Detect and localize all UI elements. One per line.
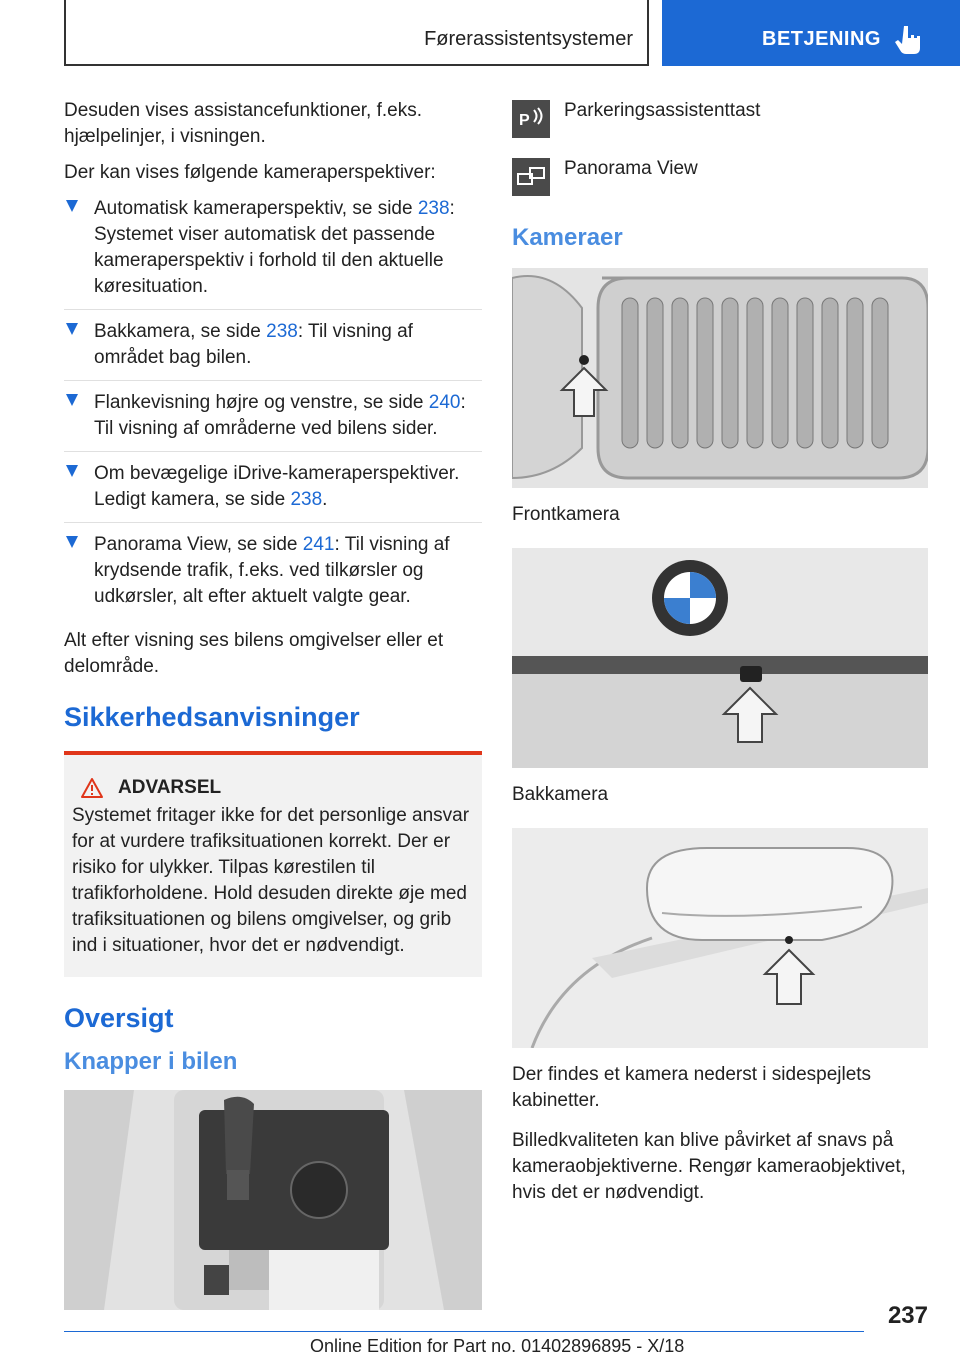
- warning-label: ADVARSEL: [118, 777, 222, 798]
- right-column: [512, 98, 928, 1216]
- bullet-triangle-icon: [66, 323, 78, 335]
- page-reference-link[interactable]: 238: [290, 489, 323, 510]
- svg-text:P: P: [519, 112, 530, 129]
- rear-camera-image: [512, 548, 928, 768]
- front-camera-caption: Frontkamera: [512, 504, 620, 525]
- cameras-heading: Kameraer: [512, 224, 623, 251]
- header-section-title: Førerassistentsystemer: [424, 28, 633, 50]
- warning-triangle-icon: [80, 777, 104, 799]
- camera-perspective-list: [64, 196, 482, 619]
- intro-paragraph-2: Der kan vises følgende kameraperspektiver:: [64, 162, 436, 183]
- left-column: [64, 98, 482, 1310]
- list-item: Om bevægelige iDrive-kameraperspektiver. Ledigt kamera, se side 238.: [64, 461, 482, 523]
- list-item: Flankevisning højre og venstre, se side 240: Til visning af områderne ved bilens sider.: [64, 390, 482, 452]
- page-reference-link[interactable]: 238: [266, 321, 298, 342]
- image-quality-text: Billedkvaliteten kan blive påvirket af snavs på kameraobjektiverne. Rengør kameraobjektivet, hvis det er nødvendigt.: [512, 1130, 906, 1203]
- page-reference-link[interactable]: 241: [302, 534, 335, 555]
- header-chapter-title: BETJENING: [762, 28, 881, 50]
- front-camera-image: [512, 268, 928, 488]
- parking-assistant-icon[interactable]: [512, 100, 550, 138]
- header-section-box: [64, 0, 649, 66]
- overview-heading: Oversigt: [64, 1003, 174, 1033]
- list-item: Automatisk kameraperspektiv, se side 238: Systemet viser automatisk det passende kameraperspektiv i forhold til den aktuelle køresituation.: [64, 196, 482, 310]
- safety-heading: Sikkerhedsanvisninger: [64, 702, 360, 732]
- panorama-view-icon[interactable]: [512, 158, 550, 196]
- pointing-hand-icon: [894, 24, 922, 56]
- parking-button-label: Parkeringsassistenttast: [564, 100, 761, 121]
- bullet-triangle-icon: [66, 536, 78, 548]
- button-row-panorama: [512, 156, 928, 196]
- warning-box: [64, 751, 482, 977]
- center-console-figure: [64, 1090, 482, 1310]
- side-mirror-figure: [512, 828, 928, 1048]
- panorama-button-label: Panorama View: [564, 158, 698, 179]
- warning-text: Systemet fritager ikke for det personlige ansvar for at vurdere trafiksituationen korrekt. Der er risiko for ulykker. Tilpas kørestilen til trafikforholdene. Hold desuden direkte øje med trafiksituationen og bilens omgivelser, og grib ind i situationer, hvor det er nødvendigt.: [72, 805, 470, 956]
- page-reference-link[interactable]: 240: [428, 392, 461, 413]
- side-mirror-image: [512, 828, 928, 1048]
- front-camera-figure: [512, 268, 928, 488]
- edition-footer: Online Edition for Part no. 01402896895 - X/18: [310, 1336, 685, 1356]
- bullet-triangle-icon: [66, 394, 78, 406]
- intro-paragraph-1: Desuden vises assistancefunktioner, f.eks. hjælpelinjer, i visningen.: [64, 100, 423, 147]
- page-number: 237: [887, 1302, 928, 1329]
- bullet-triangle-icon: [66, 465, 78, 477]
- list-item: Bakkamera, se side 238: Til visning af området bag bilen.: [64, 319, 482, 381]
- button-row-parking: [512, 98, 928, 138]
- list-item: Panorama View, se side 241: Til visning af krydsende trafik, f.eks. ved tilkørsler og udkørsler, alt efter aktuelt valgte gear.: [64, 532, 482, 619]
- mirror-camera-text: Der findes et kamera nederst i sidespejlets kabinetter.: [512, 1064, 872, 1111]
- header-chapter-tab[interactable]: [662, 0, 960, 66]
- buttons-heading: Knapper i bilen: [64, 1048, 238, 1075]
- footer-divider: [64, 1331, 864, 1332]
- center-console-image: [64, 1090, 482, 1310]
- rear-camera-caption: Bakkamera: [512, 784, 609, 805]
- page-reference-link[interactable]: 238: [417, 198, 450, 219]
- outro-paragraph: Alt efter visning ses bilens omgivelser eller et delområde.: [64, 630, 444, 677]
- rear-camera-figure: [512, 548, 928, 768]
- bullet-triangle-icon: [66, 200, 78, 212]
